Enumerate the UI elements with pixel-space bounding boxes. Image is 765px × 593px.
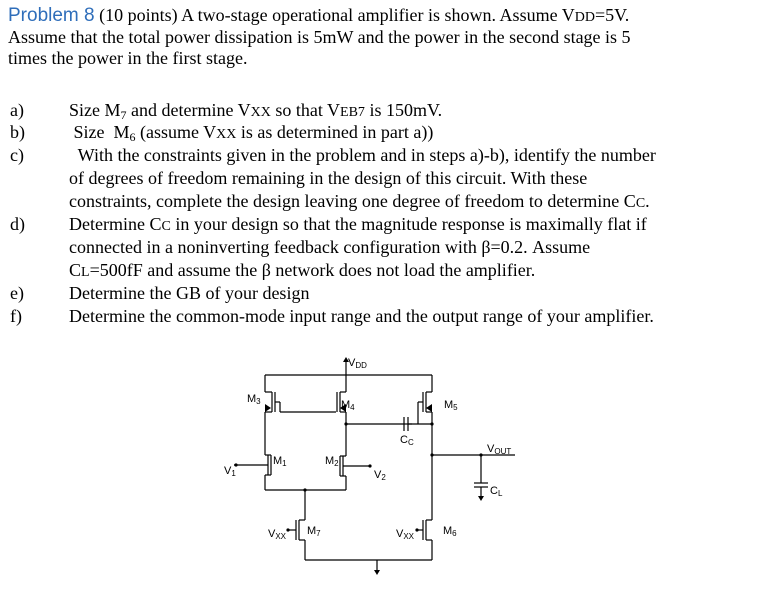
part-c-label: c)	[10, 145, 24, 165]
ground-arrow	[374, 570, 380, 575]
part-c-line-2: of degrees of freedom remaining in the design of this circuit. With these	[69, 168, 588, 188]
part-d-label: d)	[10, 214, 25, 234]
m7-label: M7	[307, 525, 321, 538]
m6-label: M6	[443, 525, 457, 538]
vxx-left-label: VXX	[268, 528, 287, 541]
part-d-line-2: connected in a noninverting feedback configuration with β=0.2. Assume	[69, 237, 591, 257]
m1-label: M1	[273, 455, 287, 468]
vdd-label: VDD	[348, 357, 367, 370]
part-b-label: b)	[10, 122, 25, 142]
m4-label: M4	[341, 399, 355, 412]
part-b-text: Size $M_6$ (assume VXX is as determined in part a))	[69, 122, 434, 144]
m5-arrow	[426, 404, 432, 412]
problem-label: Problem 8	[8, 5, 95, 26]
part-f-text: Determine the common-mode input range and the output range of your amplifier.	[69, 306, 654, 326]
vout-label: VOUT	[487, 443, 512, 456]
part-a-label: a)	[10, 100, 24, 120]
m5-label: M5	[444, 399, 458, 412]
part-e-label: e)	[10, 283, 24, 303]
part-c-line-3: constraints, complete the design leaving one degree of freedom to determine CC.	[69, 191, 650, 211]
part-a-text: Size $M_7$ and determine VXX so that VEB7 is 150mV.	[69, 100, 443, 122]
m2-label: M2	[325, 455, 339, 468]
vdd-subscript: DD	[574, 10, 595, 25]
m3-label: M3	[247, 393, 261, 406]
cl-label: CL	[490, 485, 503, 498]
part-d-line-3: CL=500fF and assume the β network does not load the amplifier.	[69, 260, 536, 280]
part-c-line-1: With the constraints given in the problem and in steps a)-b), identify the number	[69, 145, 656, 165]
v2-label: V2	[374, 469, 386, 482]
problem-points: (10 points)	[99, 5, 178, 25]
intro-line-1: A two-stage operational amplifier is shown. Assume V	[181, 5, 575, 25]
intro-line-2: Assume that the total power dissipation is 5mW and the power in the second stage is 5	[8, 27, 631, 47]
cl-ground-arrow	[478, 496, 484, 501]
intro-line-3: times the power in the first stage.	[8, 48, 248, 68]
vxx-right-label: VXX	[396, 528, 415, 541]
part-f-label: f)	[10, 306, 22, 326]
part-e-text: Determine the GB of your design	[69, 283, 310, 303]
m3-arrow	[265, 404, 271, 412]
intro-line-1-end: =5V.	[594, 5, 630, 25]
cc-label: CC	[400, 434, 414, 447]
v1-label: V1	[224, 465, 236, 478]
part-d-line-1: Determine CC in your design so that the magnitude response is maximally flat if	[69, 214, 647, 234]
